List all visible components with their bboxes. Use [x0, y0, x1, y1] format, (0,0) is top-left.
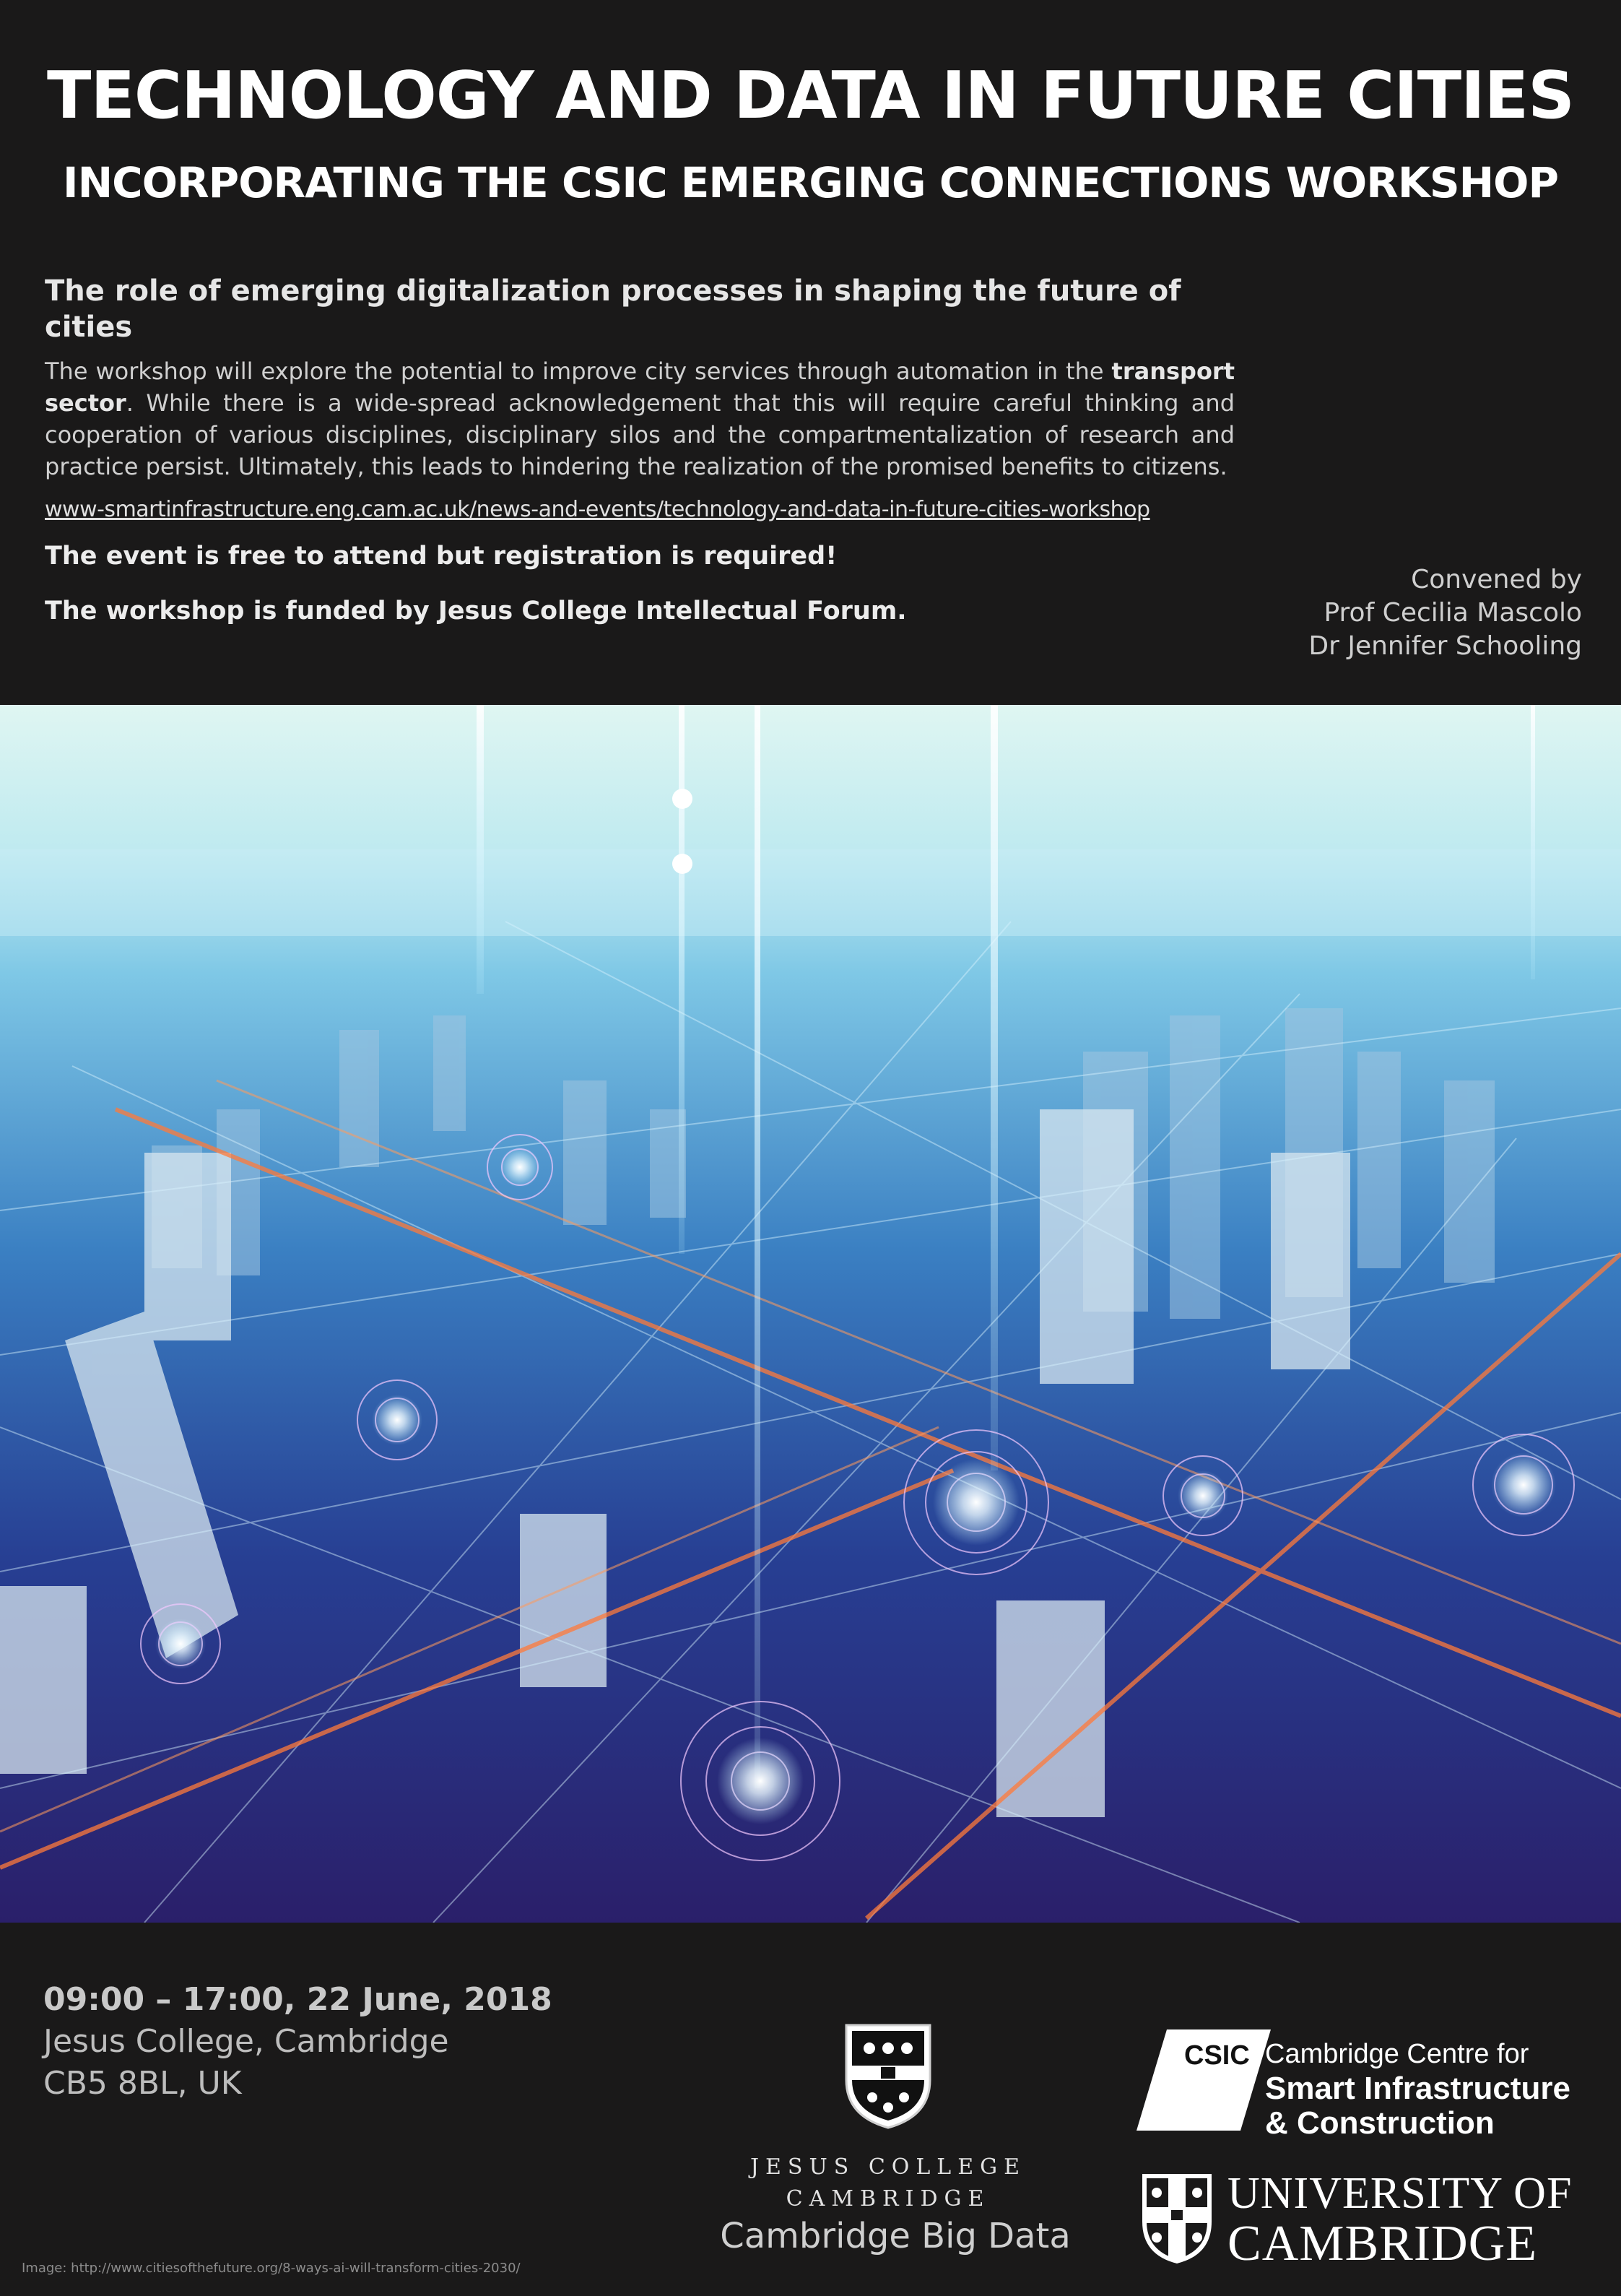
jesus-line-1: JESUS COLLEGE — [749, 2154, 1026, 2180]
workshop-link[interactable]: www-smartinfrastructure.eng.cam.ac.uk/news-and-events/technology-and-data-in-future-cities-workshop — [45, 497, 1150, 522]
event-details — [43, 1979, 552, 2105]
image-credit: Image: http://www.citiesofthefuture.org/8-ways-ai-will-transform-cities-2030/ — [22, 2261, 521, 2276]
intro-body — [45, 355, 1235, 482]
convener-2: Dr Jennifer Schooling — [1308, 631, 1582, 661]
csic-line-1: Cambridge Centre for — [1265, 2039, 1529, 2069]
jesus-college-crest-icon — [843, 2022, 933, 2131]
csic-badge-text: CSIC — [1184, 2040, 1250, 2071]
cambridge-big-data-label: Cambridge Big Data — [720, 2216, 1071, 2256]
intro-heading: The role of emerging digitalization processes in shaping the future of cities — [45, 274, 1181, 344]
intro-body-end: . While there is a wide-spread acknowledgement that this will require careful thinking and cooperation of various disciplines, disciplinary silos and the compartmentalization of research and practice persist. Ultimately, this leads to hindering the realization of the promised benefits to citizens. — [45, 389, 1235, 480]
convened-by — [1308, 563, 1582, 663]
city-network-illustration — [0, 705, 1621, 1923]
jesus-line-2: CAMBRIDGE — [786, 2186, 991, 2211]
event-postcode: CB5 8BL, UK — [43, 2065, 242, 2102]
csic-line-2: Smart Infrastructure — [1265, 2071, 1571, 2106]
uoc-line-1: UNIVERSITY OF — [1227, 2169, 1573, 2218]
page-title: TECHNOLOGY AND DATA IN FUTURE CITIES — [47, 58, 1574, 134]
university-shield-icon — [1139, 2171, 1214, 2266]
uoc-line-2: CAMBRIDGE — [1227, 2216, 1538, 2271]
convener-1: Prof Cecilia Mascolo — [1324, 598, 1582, 628]
jesus-college-wordmark — [722, 2146, 1054, 2210]
csic-line-3: & Construction — [1265, 2105, 1495, 2141]
intro-section — [45, 273, 1235, 628]
page-subtitle: INCORPORATING THE CSIC EMERGING CONNECTIONS WORKSHOP — [63, 158, 1558, 207]
csic-wordmark — [1265, 2037, 1570, 2141]
intro-body-start: The workshop will explore the potential to improve city services through automation in the — [45, 358, 1112, 385]
funding-note: The workshop is funded by Jesus College Intellectual Forum. — [45, 597, 907, 625]
intro-body-bold: transport sector — [45, 358, 1235, 417]
event-venue: Jesus College, Cambridge — [43, 2023, 449, 2060]
registration-note: The event is free to attend but registration is required! — [45, 542, 838, 571]
convened-label: Convened by — [1411, 565, 1582, 594]
university-of-cambridge-wordmark — [1227, 2168, 1572, 2269]
event-time: 09:00 – 17:00, 22 June, 2018 — [43, 1981, 552, 2018]
hero-image — [0, 705, 1621, 1923]
